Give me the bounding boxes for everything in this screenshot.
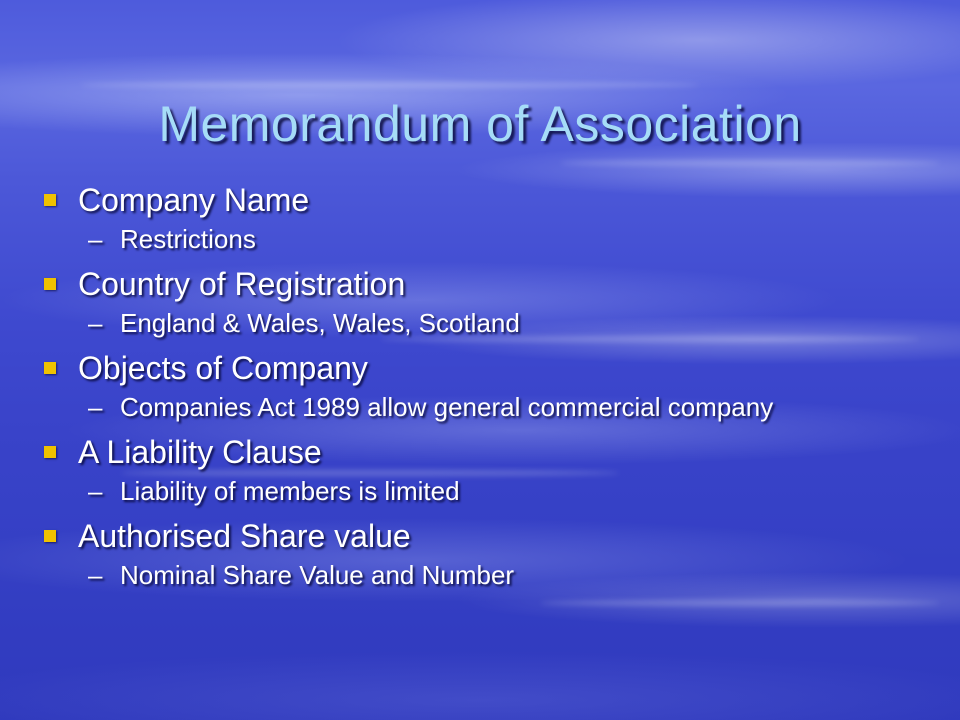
square-bullet-icon <box>44 194 56 206</box>
bullet-item <box>44 350 924 386</box>
sub-item <box>88 310 788 336</box>
dash-marker: – <box>88 476 103 506</box>
dash-marker: – <box>88 224 103 254</box>
sub-item-label: Nominal Share Value and Number <box>120 560 515 590</box>
bullet-item <box>44 182 924 218</box>
square-bullet-icon <box>44 446 56 458</box>
sub-item <box>88 226 788 252</box>
sub-item <box>88 394 788 420</box>
sub-item-label: England & Wales, Wales, Scotland <box>120 308 520 338</box>
sub-item-label: Restrictions <box>120 224 256 254</box>
square-bullet-icon <box>44 530 56 542</box>
cloud-streak <box>80 82 700 88</box>
sub-item-label: Liability of members is limited <box>120 476 460 506</box>
sub-item <box>88 562 788 588</box>
dash-marker: – <box>88 560 103 590</box>
bullet-label: A Liability Clause <box>78 434 322 470</box>
bullet-item <box>44 266 924 302</box>
bullet-label: Company Name <box>78 182 310 218</box>
bullet-label: Objects of Company <box>78 350 368 386</box>
slide-title: Memorandum of Association <box>158 96 802 152</box>
dash-marker: – <box>88 392 103 422</box>
bullet-label: Authorised Share value <box>78 518 411 554</box>
bullet-label: Country of Registration <box>78 266 406 302</box>
bullet-item <box>44 518 924 554</box>
sub-item <box>88 478 788 504</box>
bullet-list <box>44 178 924 602</box>
bullet-item <box>44 434 924 470</box>
square-bullet-icon <box>44 362 56 374</box>
sub-item-label: Companies Act 1989 allow general commercial company <box>120 392 774 422</box>
dash-marker: – <box>88 308 103 338</box>
cloud-streak <box>560 160 940 166</box>
square-bullet-icon <box>44 278 56 290</box>
